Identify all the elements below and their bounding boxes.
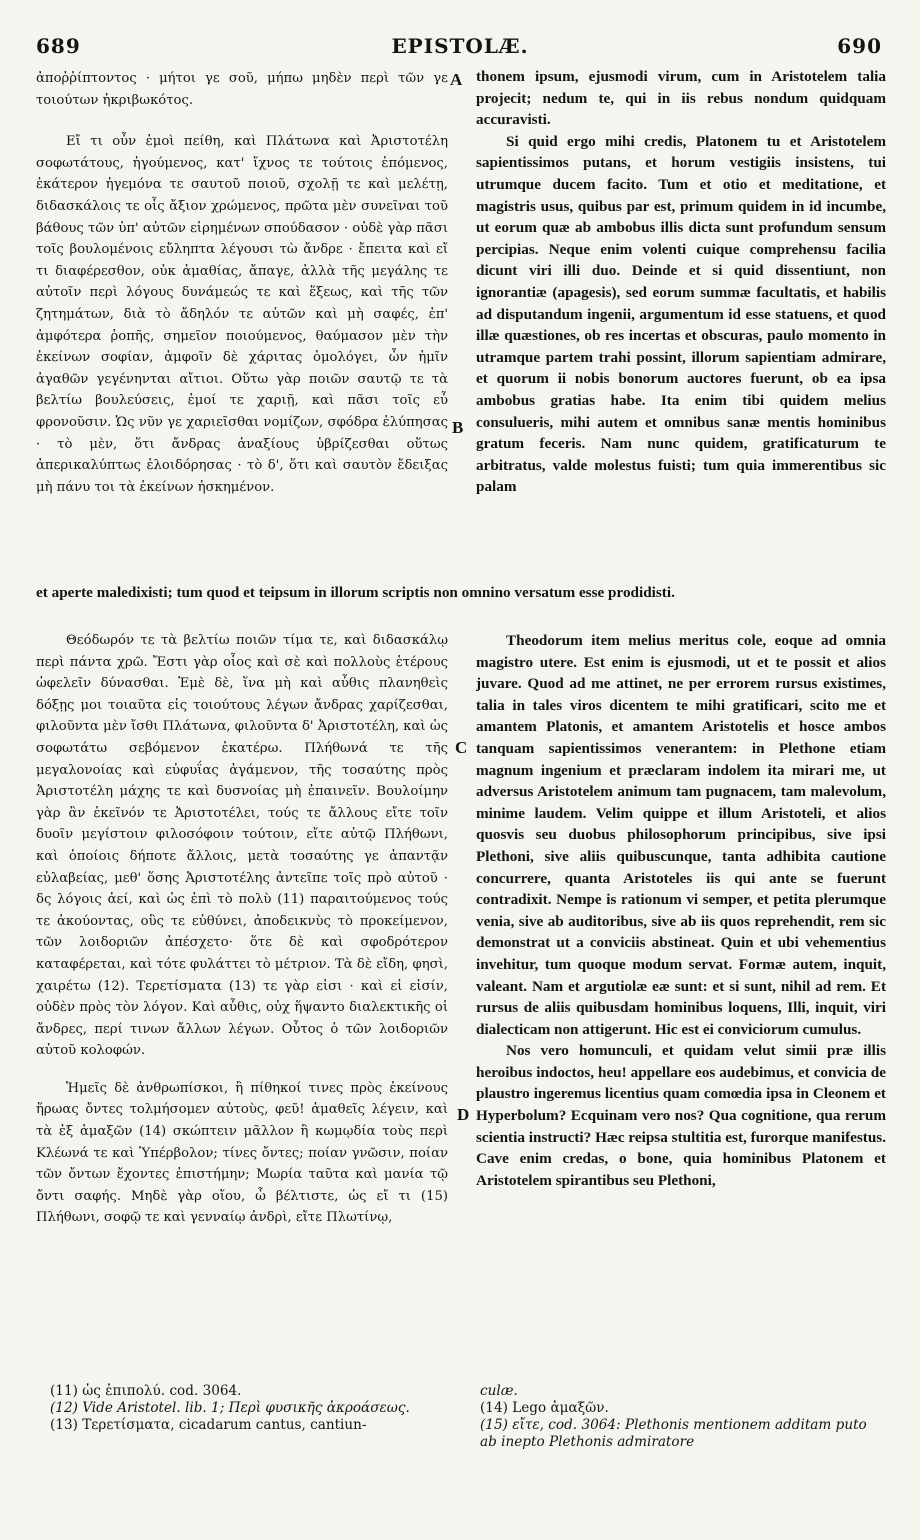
footnote-12: (12) Vide Aristotel. lib. 1; Περὶ φυσικῆς ἀκροάσεως. (50, 1400, 410, 1416)
margin-mark-a: A (450, 70, 463, 89)
margin-mark-d: D (457, 1105, 470, 1124)
latin-spanning-line: et aperte maledixisti; tum quod et teipsum in illorum scriptis non omnino versatum esse prodidisti. (36, 584, 675, 601)
greek-paragraph-1: ἀποῤῥίπτοντος · μήτοι γε σοῦ, μήπω μηδὲν περὶ τῶν γε τοιούτων ἠκριβωκότος. (36, 71, 448, 108)
latin-column-bottom (476, 630, 886, 1191)
greek-paragraph-4: Ἡμεῖς δὲ ἀνθρωπίσκοι, ἢ πίθηκοί τινες πρὸς ἐκείνους ἥρωας ὄντες τολμήσομεν αὐτοὺς, φεῦ! ἀμαθεῖς λέγειν, καὶ τὰ ἐξ ἁμαξῶν (14) σκώπτειν μᾶλλον ἢ κωμῳδία τοὺς περὶ Κλέωνά τε καὶ Ὑπέρβολον; τίνες ὄντες; ποίαν γνῶσιν, ποίαν τῶν ὄντων ἔχοντες ἐπιστήμην; Μωρία ταῦτα καὶ μανία τῷ ὄντι σαφής. Μηδὲ γὰρ οἴου, ὦ βέλτιστε, ὡς εἴ τι (15) Πλήθωνι, σοφῷ τε καὶ γενναίῳ ἀνδρὶ, εἴτε Πλωτίνῳ, (36, 1080, 448, 1226)
page-number-left: 689 (36, 34, 81, 58)
greek-column-top (36, 68, 448, 498)
page-number-right: 690 (837, 34, 882, 58)
latin-column-top (476, 66, 886, 498)
footnote-13: (13) Τερετίσματα, cicadarum cantus, cantiun- (50, 1417, 367, 1433)
margin-mark-b: B (452, 418, 464, 437)
footnotes-left (50, 1383, 450, 1434)
greek-paragraph-3: Θεόδωρόν τε τὰ βελτίω ποιῶν τίμα τε, καὶ διδασκάλῳ περὶ πάντα χρῶ. Ἔστι γὰρ οἷος καὶ σὲ καὶ πολλοὺς ἑτέρους ὠφελεῖν δύνασθαι. Ἐμὲ δὲ, ἵνα μὴ καὶ αὖθις πλανηθεὶς δόξῃς μοι τοιαῦτα εἰς τοιούτους λέγων ἄνδρας χαρίζεσθαι, φιλοῦντα μὲν ἴσθι Πλάτωνα, φιλοῦντα δ' Ἀριστοτέλη, καὶ ὡς σοφωτάτω σεβόμενον ἑκατέρω. Πλήθωνά τε τῆς μεγαλονοίας καὶ εὐφυΐας ἀγάμενον, τῆς τοσαύτης πρὸς Ἀριστοτέλη μάχης τε καὶ δυσνοίας μὴ ἐπαινεῖν. Βουλοίμην γὰρ ἂν ἐκεῖνόν τε Ἀριστοτέλει, τούς τε ἄλλους εἴτε τοῖν δυοῖν μεγίστοιν φιλοσόφοιν τούτοιν, εἴτε αὐτῷ Πλήθωνι, καὶ ὁποίοις δήποτε ἄλλοις, μετὰ τοσαύτης γε ἀπαντᾷν εὐλαβείας, μεθ' ὅσης Ἀριστοτέλης ἀντεῖπε τοῖς πρὸ αὐτοῦ · δς λόγοις ἀεί, καὶ ὡς ἐπὶ τὸ πολὺ (11) παραιτούμενος τούς τε ἀκούοντας, οὓς τε εὐθύνει, ἀποδεικνὺς τὸ προκείμενον, τῶν λοιδοριῶν ἀπέσχετο· ὅτε δὲ καὶ σφοδρότερον καταφέρεται, καὶ τότε φυλάττει τὸ μέτριον. Τὰ δὲ εἴδη, φησὶ, χαιρέτω (12). Τερετίσματα (13) τε γὰρ εἰσι · καὶ εἰ εἰσίν, οὐδὲν πρὸς τὸν λόγον. Καὶ αὖθις, οὐχ ἥψαντο διαλεκτικῆς οἱ ἄνδρες, περί τινων ἄλλων λέγων. Οὗτος ὁ τῶν λοιδοριῶν αὐτοῦ κολοφών. (36, 633, 448, 1059)
greek-paragraph-2: Εἴ τι οὖν ἐμοὶ πείθη, καὶ Πλάτωνα καὶ Ἀριστοτέλη σοφωτάτους, ἡγούμενος, κατ' ἴχνος τε τούτοις ἑπόμενος, ἑκάτερον ἡγεμόνα τε σαυτοῦ ποιοῦ, σχολῇ τε καὶ μελέτῃ, διδασκάλοις τε οἷς ἄξιον χρώμενος, πρῶτα μὲν συνεῖναι τοῦ βάθους τῶν ὑπ' αὐτῶν εἰρημένων σπούδασον · οὐδὲ γὰρ πᾶσι τοῖς βουλομένοις εὔληπτα λέγουσι τὼ ἄνδρε · ἔπειτα καὶ εἴ τι διαφέρεσθον, οὐκ ἀμαθίας, ἄπαγε, ἀλλὰ τῆς μεγάλης τε αὐτοῖν περὶ λόγους δυνάμεώς τε καὶ ἕξεως, καὶ τῆς τῶν ζητημάτων, διὰ τὸ ἄδηλόν τε αὐτῶν καὶ μὴ σαφές, ἐπ' ἀμφότερα ῥοπῆς, σημεῖον ποιούμενος, θαύμασον μὲν τὴν ἐκείνων σοφίαν, ἀμφοῖν δὲ χάριτας ὁμολόγει, ὧν ἡμῖν ἀγαθῶν γεγένηνται αἴτιοι. Οὕτω γὰρ ποιῶν σαυτῷ τε τὰ βελτίω βουλεύσεις, ἐμοί τε χαριῇ, καὶ πᾶσι τοῖς εὖ φρονοῦσιν. Ὡς νῦν γε χαριεῖσθαι νομίζων, σφόδρα ἐλύπησας · τὸ μὲν, ὅτι ἄνδρας ἀναξίους ὑβρίζεσθαι οὕτως ἀπερικαλύπτως ἐλοιδόρησας · τὸ δ', ὅτι καὶ σαυτὸν ἔδειξας μὴ πάνυ τοι τὰ ἐκείνων ἠσκημένον. (36, 134, 448, 495)
margin-mark-c: C (455, 738, 468, 757)
latin-paragraph-3: Theodorum item melius meritus cole, eoque ad omnia magistro utere. Est enim is ejusmodi, ut et te possit et alios juvare. Quod ad me attinet, ne per errorem rursus existimes, talia in tales viros dicentem te mihi gratificari, scito me et amantem Platonis, et amantem Aristotelis et hosce ambos tanquam sapientissimos venerantem: in Plethone etiam magnum ingenium et præclaram indolem ita mirari me, ut adversus Aristotelem animum tam pugnacem, tam malevolum, minime laudem. Velim quippe et illum Aristoteli, et alios quosvis seu duobus philosophorum principibus, sive ipsi Plethoni, sive aliis quibuscunque, tanta adhibita cautione concurrere, quanta Aristoteles iis qui ante se fuerunt contradixit. Nempe is rationum vi semper, et petita plerumque venia, sive ab auditoribus, sive ab iis quos reprehendit, rem sic demonstrat ut a conviciis abstineat. Quin et ubi vehementius invehitur, tum quoque modum servat. Formæ autem, inquit, valeant. Nam et argutiolæ eæ sunt: et si sunt, nihil ad rem. Et rursus de aliis quibusdam hominibus loquens, Illi, inquit, viri dialecticam non attigerunt. Hic est ei conviciorum cumulus. (476, 632, 886, 1038)
footnote-13-continued: culæ. (480, 1383, 518, 1399)
latin-paragraph-1: thonem ipsum, ejusmodi virum, cum in Aristotelem talia projecit; nedum te, qui in iis rebus nondum quidquam accuravisti. (476, 68, 886, 129)
footnotes-right (480, 1383, 885, 1451)
latin-paragraph-2: Si quid ergo mihi credis, Platonem tu et Aristotelem sapientissimos putans, et horum vestigiis insistens, tui utrumque ducem facito. Tum et otio et meditatione, et magistris usus, quibus par est, primum quidem in id incumbe, ut eorum quæ ab ambobus illis dicta sunt profundum sensum percipias. Neque enim volenti cuique comprehensu facilia dicunt viri illi duo. Deinde et si quid dissentiunt, non ignorantiæ (apagesis), sed eorum summæ facultatis, et habilis ad disputandum ingenii, argumentum id esse statuens, et quod illæ quæstiones, ob res incertas et obscuras, paulo momento in utramque partem trahi possint, illorum sapientiam admirare, et quorum ii nobis bonorum auctores fuerunt, ob ea ipsa ambobus gratias habe. Ita enim tibi quidem melius consulueris, mihi autem et omnibus sanæ mentis hominibus gratum feceris. Nam nunc quidem, gratificaturum te arbitratus, valde molestus fuisti; tum quia immerentibus sic palam (476, 132, 886, 496)
footnote-15: (15) εἴτε, cod. 3064: Plethonis mentionem additam puto ab inepto Plethonis admiratore (480, 1417, 867, 1450)
greek-column-bottom (36, 630, 448, 1229)
footnote-11: (11) ὡς ἐπιπολύ. cod. 3064. (50, 1383, 242, 1399)
latin-paragraph-4: Nos vero homunculi, et quidam velut simii præ illis heroibus indoctos, heu! appellare eos audebimus, et convicia de plaustro ingeremus licentius quam comœdia ipsa in Cleonem et Hyperbolum? Ecquinam vero nos? Qua cognitione, qua rerum scientia instructi? Hæc reipsa stultitia est, furorque manifestus. Cave enim credas, o bone, quia hominibus Platonem et Aristotelem spirantibus seu Plethoni, (476, 1042, 886, 1189)
footnote-14: (14) Lego ἀμαξῶν. (480, 1400, 609, 1416)
running-title: EPISTOLÆ. (391, 34, 529, 58)
